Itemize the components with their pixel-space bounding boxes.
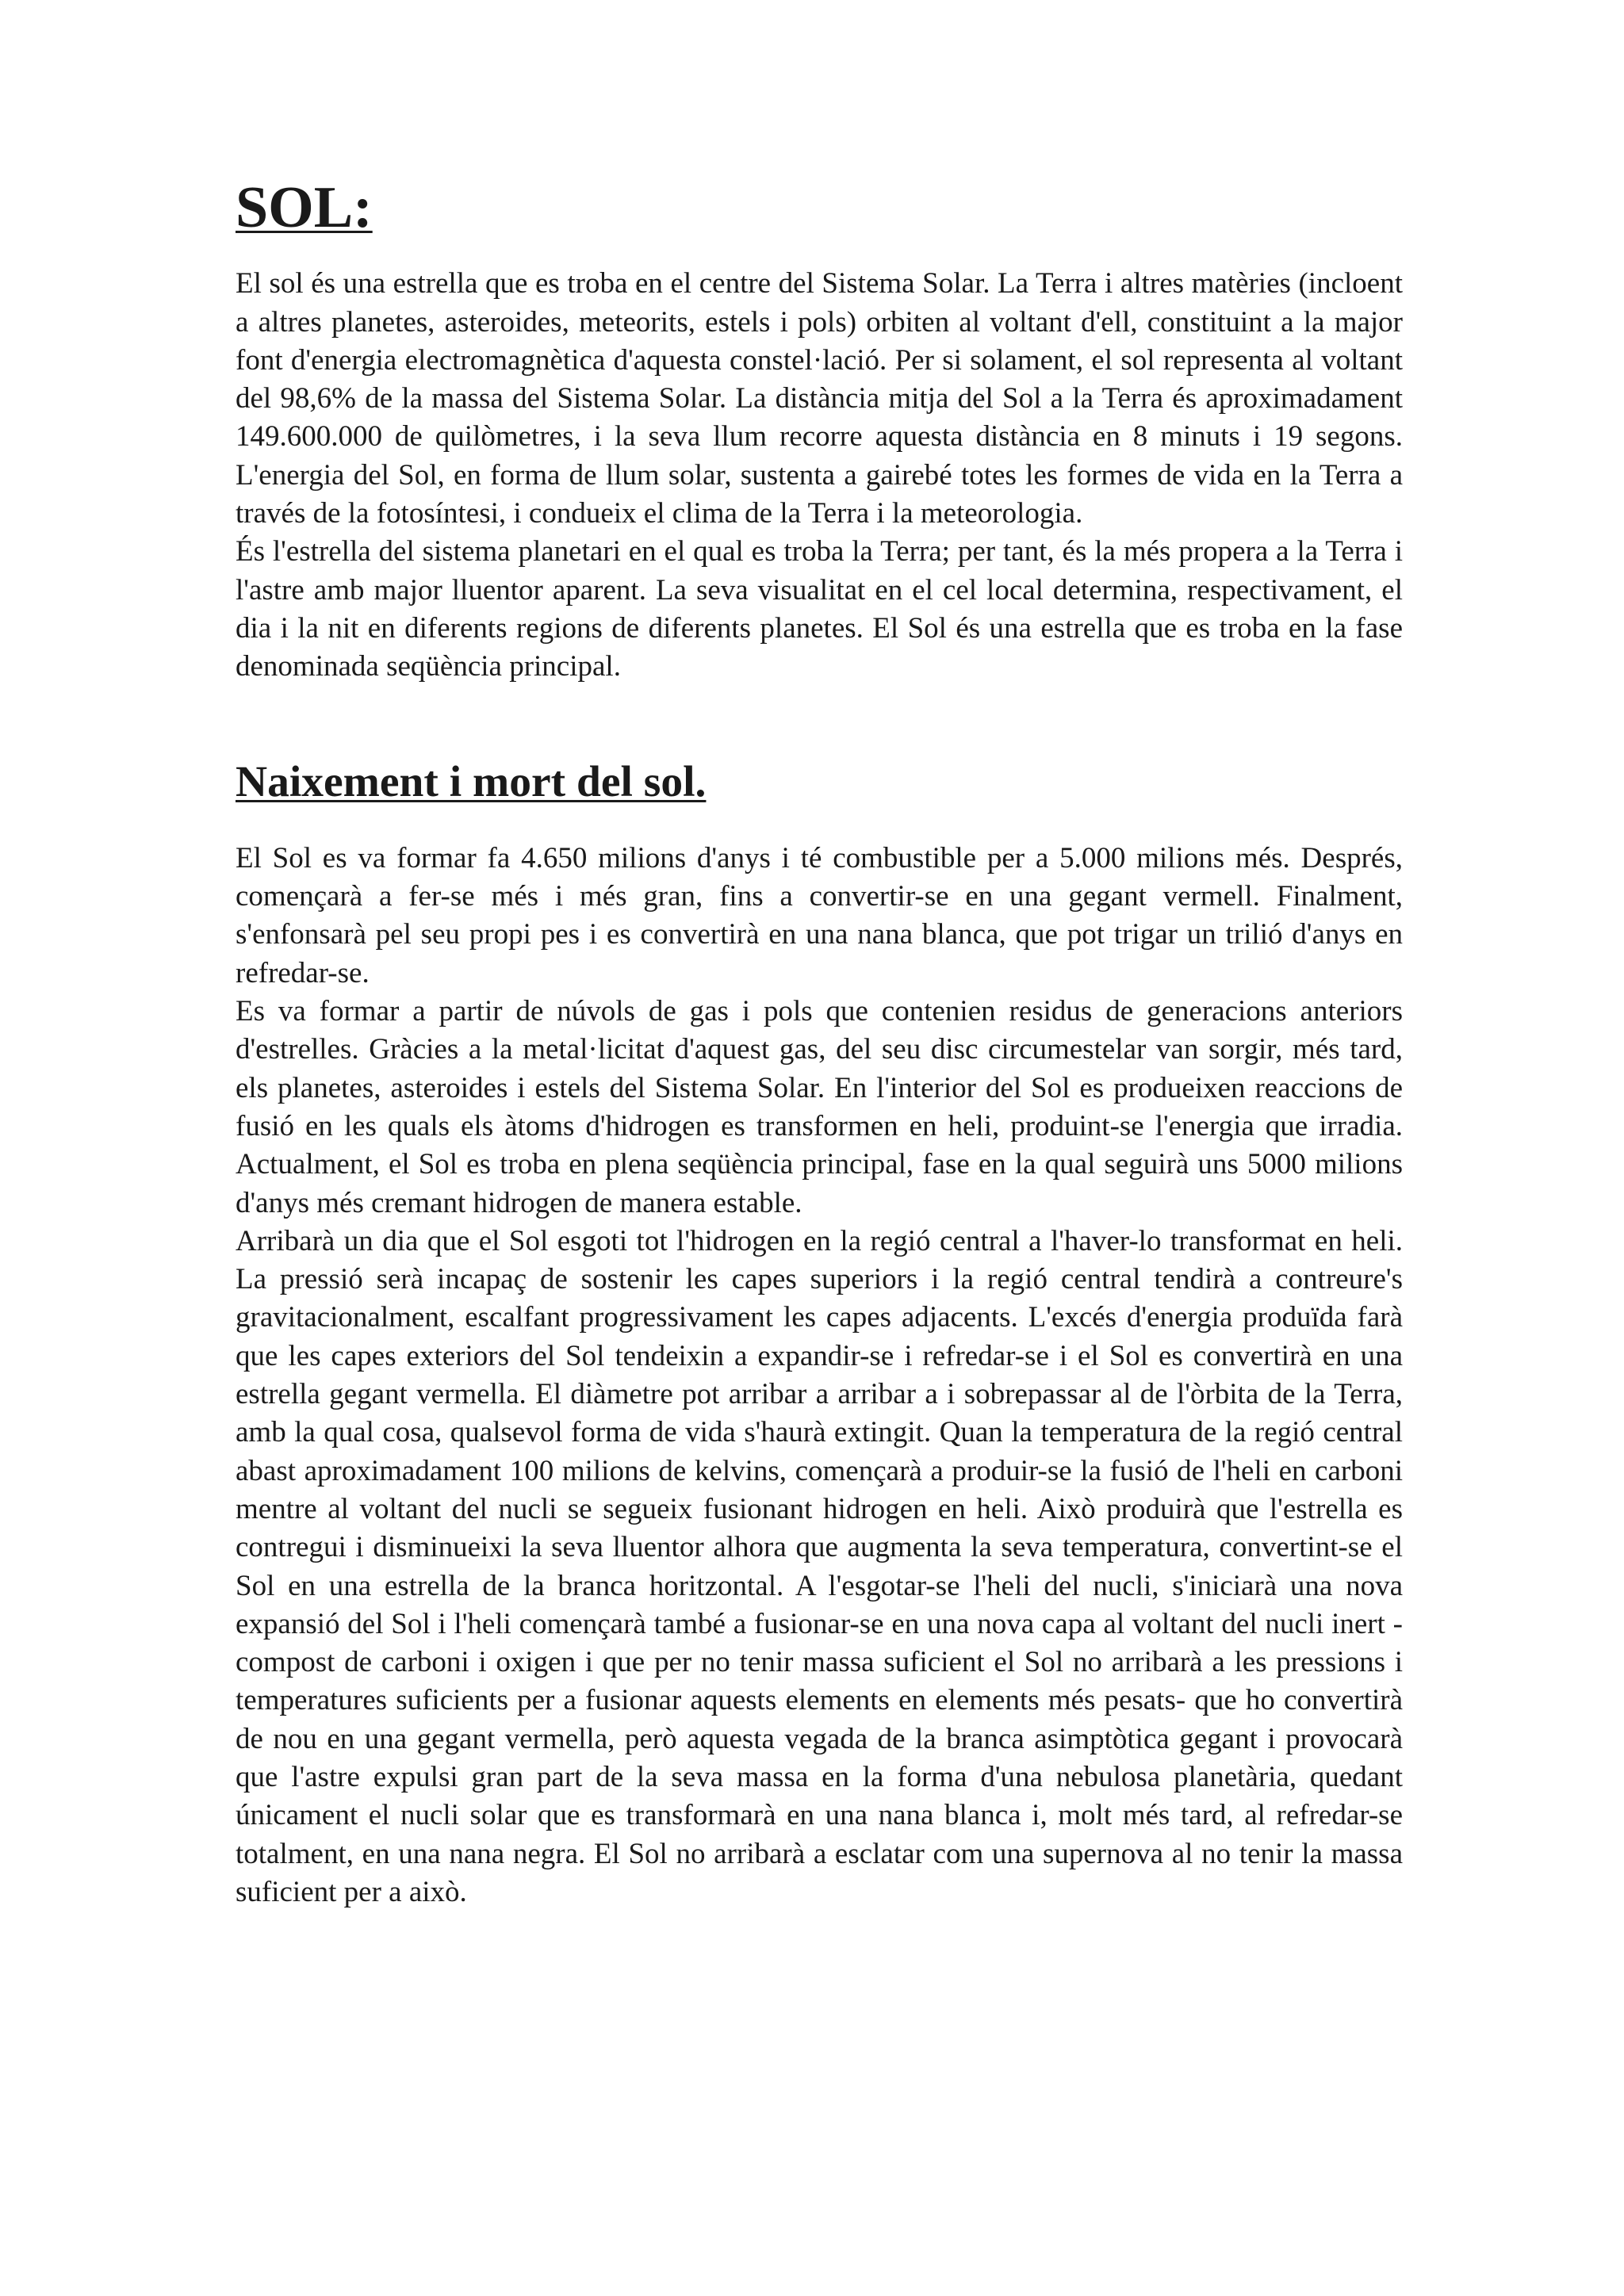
paragraph: És l'estrella del sistema planetari en el qual es troba la Terra; per tant, és la més propera a la Terra i l'astre amb major lluentor aparent. La seva visualitat en el cel local determina, respectivament, el dia i la nit en diferents regions de diferents planetes. El Sol és una estrella que es troba en la fase denominada seqüència principal.	[236, 535, 1403, 683]
section-spacer	[236, 687, 1403, 763]
paragraph: El Sol es va formar fa 4.650 milions d'anys i té combustible per a 5.000 milions més. Després, començarà a fer-se més i més gran, fins a convertir-se en una gegant vermell. Finalment, s'enfonsarà pel seu propi pes i es convertirà en una nana blanca, que pot trigar un trilió d'anys en refredar-se.	[236, 841, 1403, 989]
section-heading-sol: SOL:	[236, 175, 373, 240]
document-body	[236, 175, 1403, 1911]
paragraph: Es va formar a partir de núvols de gas i pols que contenien residus de generacions anteriors d'estrelles. Gràcies a la metal·licitat d'aquest gas, del seu disc circumestelar van sorgir, més tard, els planetes, asteroides i estels del Sistema Solar. En l'interior del Sol es produeixen reaccions de fusió en les quals els àtoms d'hidrogen es transformen en heli, produint-se l'energia que irradia. Actualment, el Sol es troba en plena seqüència principal, fase en la qual seguirà uns 5000 milions d'anys més cremant hidrogen de manera estable.	[236, 995, 1403, 1219]
paragraph: Arribarà un dia que el Sol esgoti tot l'hidrogen en la regió central a l'haver-lo transformat en heli. La pressió serà incapaç de sostenir les capes superiors i la regió central tendirà a contreure's gravitacionalment, escalfant progressivament les capes adjacents. L'excés d'energia produïda farà que les capes exteriors del Sol tendeixin a expandir-se i refredar-se i el Sol es convertirà en una estrella gegant vermella. El diàmetre pot arribar a arribar a i sobrepassar al de l'òrbita de la Terra, amb la qual cosa, qualsevol forma de vida s'haurà extingit. Quan la temperatura de la regió central abast aproximadament 100 milions de kelvins, començarà a produir-se la fusió de l'heli en carboni mentre al voltant del nucli se segueix fusionant hidrogen en heli. Això produirà que l'estrella es contregui i disminueixi la seva lluentor alhora que augmenta la seva temperatura, convertint-se el Sol en una estrella de la branca horitzontal. A l'esgotar-se l'heli del nucli, s'iniciarà una nova expansió del Sol i l'heli començarà també a fusionar-se en una nova capa al voltant del nucli inert -compost de carboni i oxigen i que per no tenir massa suficient el Sol no arribarà a les pressions i temperatures suficients per a fusionar aquests elements en elements més pesats- que ho convertirà de nou en una gegant vermella, però aquesta vegada de la branca asimptòtica gegant i provocarà que l'astre expulsi gran part de la seva massa en la forma d'una nebulosa planetària, quedant únicament el nucli solar que es transformarà en una nana blanca i, molt més tard, al refredar-se totalment, en una nana negra. El Sol no arribarà a esclatar com una supernova al no tenir la massa suficient per a això.	[236, 1224, 1403, 1908]
section-heading-naixement: Naixement i mort del sol.	[236, 757, 707, 806]
section-sol	[236, 175, 1403, 687]
paragraph: El sol és una estrella que es troba en el centre del Sistema Solar. La Terra i altres matèries (incloent a altres planetes, asteroides, meteorits, estels i pols) orbiten al voltant d'ell, constituint a la major font d'energia electromagnètica d'aquesta constel·lació. Per si solament, el sol representa al voltant del 98,6% de la massa del Sistema Solar. La distància mitja del Sol a la Terra és aproximadament 149.600.000 de quilòmetres, i la seva llum recorre aquesta distància en 8 minuts i 19 segons. L'energia del Sol, en forma de llum solar, sustenta a gairebé totes les formes de vida en la Terra a través de la fotosíntesi, i condueix el clima de la Terra i la meteorologia.	[236, 267, 1403, 530]
section-naixement	[236, 757, 1403, 1912]
